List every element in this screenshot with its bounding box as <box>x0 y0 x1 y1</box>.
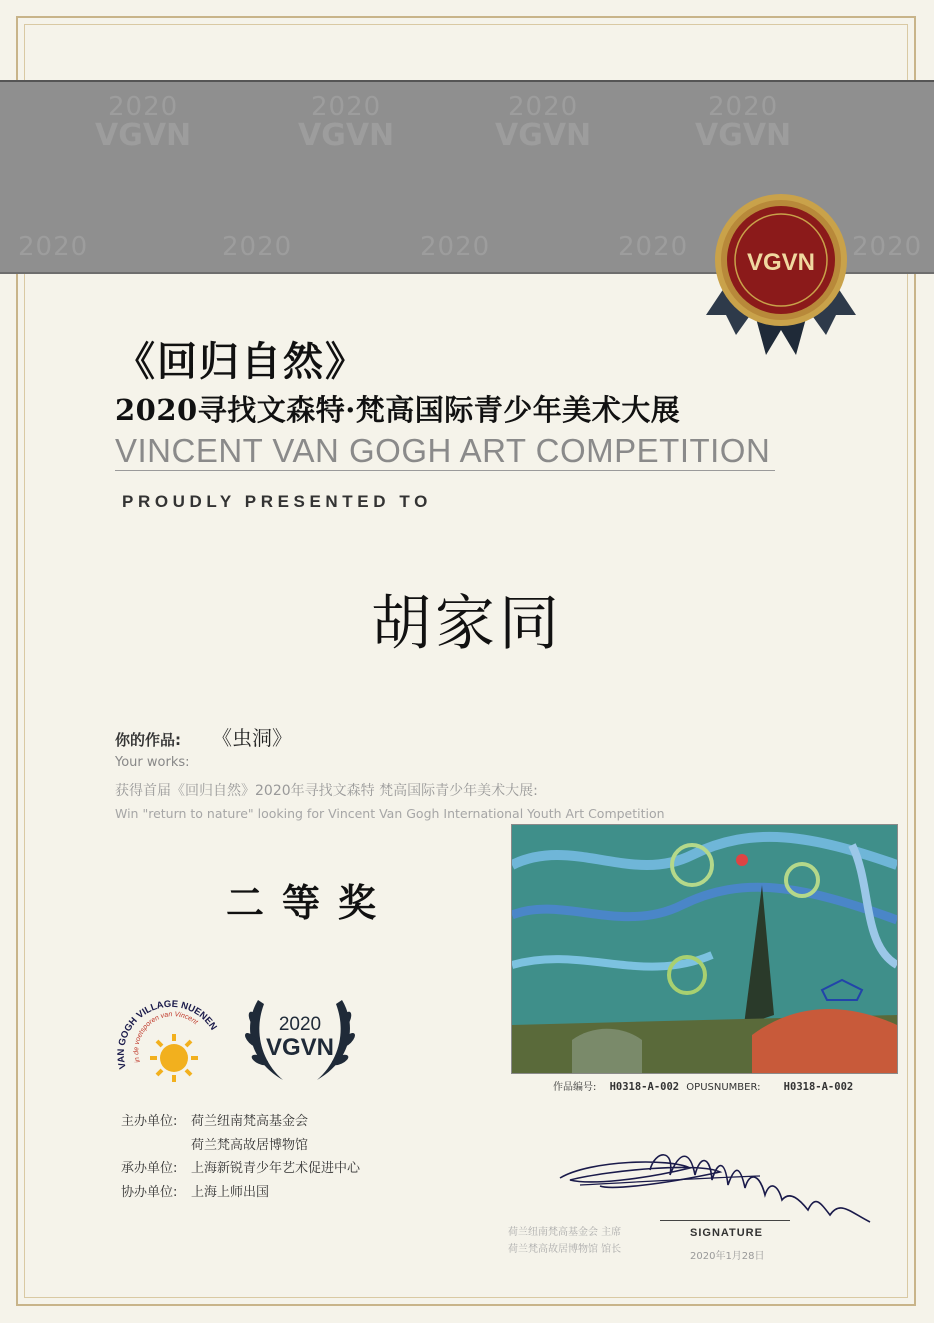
award-text-en: Win "return to nature" looking for Vincent Van Gogh International Youth Art Competition <box>115 806 665 821</box>
signer-title-2: 荷兰梵高故居博物馆 馆长 <box>508 1244 622 1255</box>
svg-text:VGVN: VGVN <box>746 249 816 276</box>
title-en: VINCENT VAN GOGH ART COMPETITION <box>115 432 771 469</box>
host-org-2: 荷兰梵高故居博物馆 <box>191 1138 309 1153</box>
watermark-year: 2020 <box>852 232 923 262</box>
signature-line <box>660 1220 790 1221</box>
svg-text:VGVN: VGVN <box>265 1034 335 1061</box>
svg-text:2020: 2020 <box>278 1014 322 1035</box>
opus-label-en: OPUSNUMBER: <box>686 1082 761 1093</box>
subtitle-cn: 2020寻找文森特·梵高国际青少年美术大展 <box>115 393 681 427</box>
co-organizer: 上海新锐青少年艺术促进中心 <box>191 1161 361 1176</box>
award-text-cn: 获得首届《回归自然》2020年寻找文森特 梵高国际青少年美术大展: <box>115 783 538 799</box>
presented-to: PROUDLY PRESENTED TO <box>122 492 432 511</box>
opus-label-cn: 作品编号: <box>553 1082 597 1093</box>
nuenen-logo <box>114 970 224 1090</box>
artwork-image <box>511 824 898 1074</box>
works-label-cn: 你的作品: <box>115 731 181 749</box>
assist-label: 协办单位: <box>121 1185 178 1200</box>
opus-number-en: H0318-A-002 <box>783 1081 854 1093</box>
host-label: 主办单位: <box>121 1114 178 1129</box>
works-label-en: Your works: <box>115 755 190 770</box>
works-title: 《虫洞》 <box>212 726 292 750</box>
signature-date: 2020年1月28日 <box>690 1251 765 1262</box>
watermark-year: 2020 <box>618 232 689 262</box>
watermark-year: 2020 <box>18 232 89 262</box>
opus-number-cn: H0318-A-002 <box>609 1081 680 1093</box>
svg-text:VAN GOGH VILLAGE NUENEN: VAN GOGH VILLAGE NUENEN <box>115 998 219 1071</box>
watermark-emblem: 2020 VGVN <box>495 92 592 153</box>
title-divider <box>115 470 775 471</box>
vgvn-laurel-logo <box>238 980 362 1086</box>
watermark-emblem: 2020 VGVN <box>695 92 792 153</box>
watermark-emblem: 2020 VGVN <box>95 92 192 153</box>
title-cn: 《回归自然》 <box>115 338 367 385</box>
watermark-year: 2020 <box>222 232 293 262</box>
recipient-name: 胡家同 <box>371 589 563 659</box>
co-organizer-label: 承办单位: <box>121 1161 178 1176</box>
svg-text:in de voetsporen van Vincent: in de voetsporen van Vincent <box>133 1011 199 1064</box>
signature-label: SIGNATURE <box>690 1227 763 1239</box>
vgvn-seal-icon <box>706 190 856 360</box>
host-org-1: 荷兰纽南梵高基金会 <box>191 1114 309 1129</box>
prize-rank: 二等奖 <box>226 880 395 925</box>
watermark-emblem: 2020 VGVN <box>298 92 395 153</box>
signer-title-1: 荷兰纽南梵高基金会 主席 <box>508 1227 622 1238</box>
assist-organizer: 上海上师出国 <box>191 1185 270 1200</box>
opus-number <box>553 1078 853 1093</box>
watermark-year: 2020 <box>420 232 491 262</box>
